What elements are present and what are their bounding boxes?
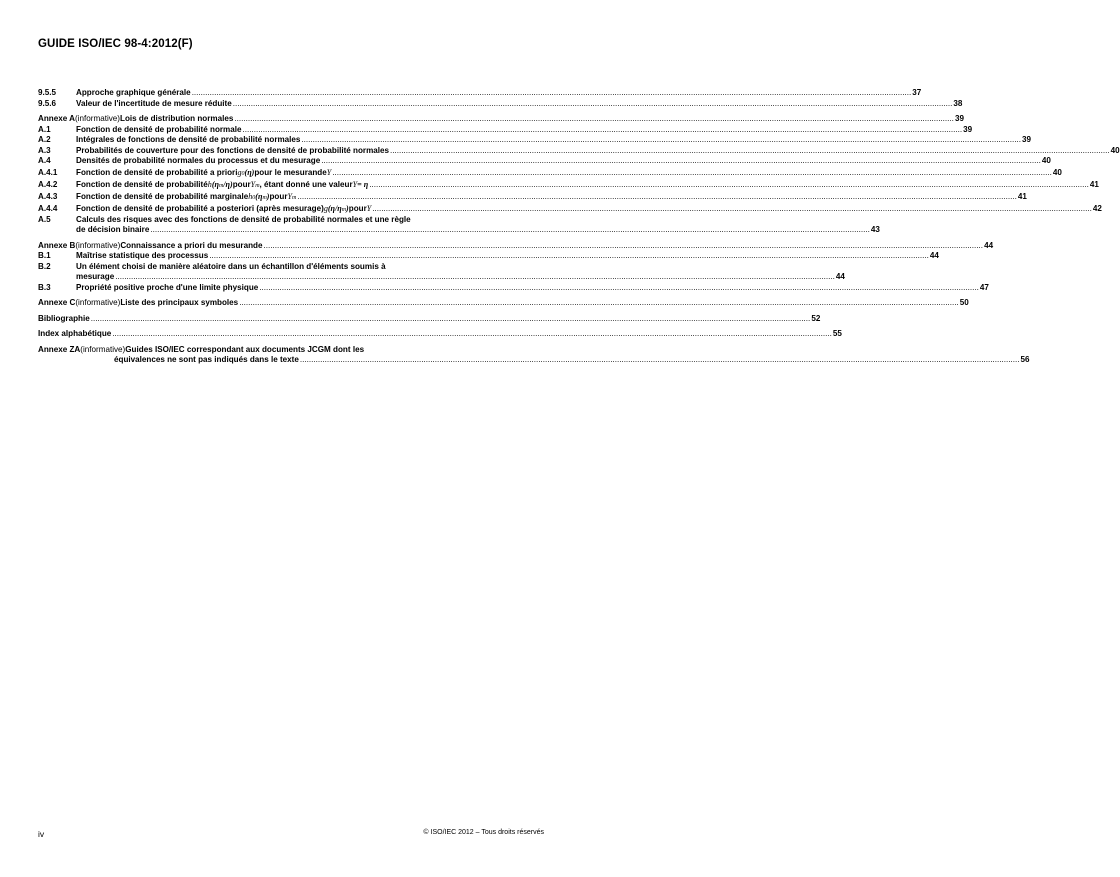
toc-entry-line — [76, 88, 921, 99]
toc-entry-body — [38, 329, 842, 340]
toc-entry-text: Annexe B — [38, 240, 76, 250]
toc-entry-number: A.2 — [38, 135, 51, 144]
toc-entry — [38, 313, 821, 325]
toc-dot-leader — [390, 146, 1110, 157]
toc-dot-leader — [239, 298, 959, 309]
toc-entry-text: Fonction de densité de probabilité normale — [76, 124, 242, 134]
toc-entry-line — [38, 241, 993, 252]
toc-entry — [38, 135, 1032, 146]
toc-entry-body — [38, 114, 964, 125]
toc-page-number: 40 — [1041, 156, 1051, 165]
toc-entry-text: Fonction de densité de probabilité a priori — [76, 167, 238, 177]
toc-page-number: 44 — [835, 272, 845, 281]
toc-entry-number: B.2 — [38, 261, 51, 271]
toc-entry-text: h — [207, 179, 212, 189]
toc-entry — [38, 282, 989, 294]
toc-entry-line — [38, 355, 1029, 366]
toc-entry-text: Densités de probabilité normales du processus et du mesurage — [76, 156, 321, 165]
toc-entry-text: Y — [250, 179, 256, 189]
toc-entry-body — [76, 262, 845, 283]
toc-dot-leader — [332, 167, 1052, 179]
toc-entry-text: (η/η — [327, 203, 342, 213]
toc-entry-number: B.1 — [38, 251, 51, 260]
toc-entry-text: pour — [232, 179, 251, 189]
toc-entry-body — [76, 88, 921, 99]
toc-entry — [38, 145, 1120, 157]
toc-entry-line — [38, 298, 969, 309]
toc-page-number: 47 — [979, 282, 989, 292]
toc-page-number: 39 — [954, 114, 964, 123]
toc-entry-line — [76, 125, 972, 136]
toc-entry-text: Liste des principaux symboles — [120, 298, 239, 307]
toc-page-number: 41 — [1017, 191, 1027, 201]
toc-dot-leader — [233, 99, 953, 110]
toc-entry-text: Valeur de l'incertitude de mesure réduite — [76, 98, 232, 108]
toc-entry-number: A.4.2 — [38, 179, 58, 189]
toc-entry-number: A.4 — [38, 156, 51, 165]
toc-entry-body — [76, 203, 1102, 215]
toc-entry-body — [76, 283, 989, 294]
toc-page-number: 52 — [811, 313, 821, 323]
toc-entry — [38, 251, 939, 262]
toc-entry-text: (informative) — [75, 114, 121, 123]
toc-page-number: 37 — [912, 88, 922, 97]
toc-entry-text: Intégrales de fonctions de densité de probabilité normales — [76, 135, 301, 144]
toc-entry-body — [76, 191, 1027, 203]
toc-entry-line: Fonction de densité de probabilité a priori g 0 (η) pour le mesurande Y ..... 40 — [76, 167, 1062, 179]
toc-entry-text: (η — [255, 191, 263, 201]
toc-page-number: 39 — [1022, 135, 1032, 144]
toc-entry-body — [76, 125, 972, 136]
toc-entry-text: (informative) — [75, 298, 121, 307]
toc-entry-text: Annexe A — [38, 114, 76, 123]
toc-entry-body — [76, 146, 1120, 157]
toc-entry-text: Connaissance a priori du mesurande — [120, 240, 263, 250]
toc-entry-text: /η) — [223, 179, 233, 189]
toc-entry-number: A.5 — [38, 214, 51, 224]
toc-entry — [38, 114, 964, 125]
toc-entry-line — [76, 215, 880, 226]
toc-entry-text: ) — [266, 191, 270, 201]
toc-page-number: 56 — [1020, 355, 1030, 364]
toc-entry-text: Lois de distribution normales — [120, 114, 234, 123]
toc-entry-text: Fonction de densité de probabilité marginale — [76, 191, 249, 201]
toc-entry-body — [76, 135, 1031, 146]
toc-dot-leader — [300, 355, 1020, 366]
toc-entry-body — [38, 298, 969, 309]
toc-entry-line — [76, 272, 845, 283]
toc-page-number: 50 — [959, 298, 969, 307]
toc-entry-text: Bibliographie — [38, 313, 90, 323]
toc-entry-text: Maîtrise statistique des processus — [76, 251, 209, 260]
toc-entry-text: Y — [352, 179, 358, 189]
toc-dot-leader — [243, 125, 963, 136]
toc-entry-text: Fonction de densité de probabilité a posteriori (après mesurage) — [76, 203, 324, 213]
toc-entry-text: (η — [211, 179, 219, 189]
toc-entry-text: Un élément choisi de manière aléatoire dans un échantillon d'éléments soumis à — [76, 261, 386, 271]
toc-entry-number: A.1 — [38, 124, 51, 134]
toc-entry-text: (informative) — [80, 344, 126, 354]
toc-entry-line — [38, 314, 820, 325]
toc-dot-leader — [301, 135, 1021, 146]
toc-entry-text: Y — [326, 167, 332, 177]
toc-page-number: 39 — [963, 124, 973, 134]
toc-entry-line — [38, 345, 1029, 356]
page-number: iv — [38, 829, 45, 839]
toc-entry-body — [38, 314, 820, 325]
toc-entry-line: Fonction de densité de probabilité marginale h 0 (η m ) pour Y m ..... 41 — [76, 191, 1027, 203]
page-header-title: GUIDE ISO/IEC 98-4:2012(F) — [38, 38, 193, 50]
toc-entry-line — [38, 329, 842, 340]
toc-entry-text: Guides ISO/IEC correspondant aux documents JCGM dont les — [125, 344, 365, 354]
toc-entry-number: B.3 — [38, 282, 51, 292]
toc-entry-number: A.4.4 — [38, 203, 58, 213]
toc-entry — [38, 344, 1030, 366]
copyright-notice: © ISO/IEC 2012 – Tous droits réservés — [423, 829, 544, 836]
toc-entry-text: h — [248, 191, 253, 201]
toc-page-number: 40 — [1052, 167, 1062, 177]
toc-entry-text: Index alphabétique — [38, 329, 112, 338]
toc-entry-number: A.3 — [38, 145, 51, 155]
toc-entry — [38, 156, 1051, 167]
toc-entry-line — [76, 135, 1031, 146]
toc-entry-number: 9.5.5 — [38, 88, 57, 97]
toc-entry-text: Propriété positive proche d'une limite physique — [76, 282, 259, 292]
toc-entry-body — [76, 179, 1099, 191]
toc-dot-leader — [91, 314, 811, 325]
toc-entry-line — [76, 146, 1120, 157]
toc-entry — [38, 261, 845, 283]
toc-entry-number: 9.5.6 — [38, 98, 57, 108]
toc-entry-text: ) — [346, 203, 349, 213]
toc-entry — [38, 124, 973, 136]
toc-entry — [38, 240, 994, 252]
toc-entry-number: A.4.1 — [38, 167, 58, 177]
toc-entry-line: Fonction de densité de probabilité h (η m /η) pour Y m , étant donné une valeur Y = η ..... 41 — [76, 179, 1099, 191]
toc-page-number: 43 — [870, 225, 880, 234]
toc-entry-body — [76, 156, 1051, 167]
toc-entry-text: , étant donné une valeur — [259, 179, 353, 189]
toc-entry-text: pour — [348, 203, 367, 213]
toc-dot-leader — [209, 251, 929, 262]
toc-entry-text: pour — [269, 191, 288, 201]
toc-entry-text: Probabilités de couverture pour des fonctions de densité de probabilité normales — [76, 145, 390, 155]
toc-entry-text: = η — [357, 179, 369, 189]
toc-entry-text: Fonction de densité de probabilité — [76, 179, 208, 189]
toc-entry-line — [76, 99, 962, 110]
toc-dot-leader — [369, 179, 1089, 191]
toc-entry-body — [76, 251, 939, 262]
toc-entry — [38, 167, 1062, 179]
toc-entry-text: Calculs des risques avec des fonctions de densité de probabilité normales et une règle — [76, 214, 411, 224]
toc-entry-line — [76, 283, 989, 294]
toc-entry-body — [76, 215, 880, 236]
toc-entry-body — [38, 241, 993, 252]
toc-entry-body — [76, 167, 1062, 179]
toc-dot-leader — [112, 329, 832, 340]
toc-entry — [38, 214, 880, 236]
toc-page-number: 38 — [953, 98, 963, 108]
toc-entry-text: Approche graphique générale — [76, 88, 191, 97]
toc-dot-leader — [297, 191, 1017, 203]
toc-page-number: 42 — [1092, 203, 1102, 213]
toc-entry — [38, 191, 1027, 203]
toc-entry — [38, 203, 1102, 215]
toc-entry — [38, 98, 963, 110]
toc-entry-text: pour le mesurande — [254, 167, 327, 177]
toc-entry-text: g — [323, 203, 328, 213]
toc-entry-text: mesurage — [76, 272, 115, 281]
toc-page-number: 41 — [1089, 179, 1099, 189]
toc-entry-line — [76, 251, 939, 262]
toc-dot-leader — [321, 156, 1041, 167]
toc-entry-text: (informative) — [75, 240, 121, 250]
toc-entry-line — [76, 156, 1051, 167]
toc-entry — [38, 298, 969, 309]
toc-entry-text: (η) — [244, 167, 255, 177]
toc-dot-leader — [115, 272, 835, 283]
toc-dot-leader — [234, 114, 954, 125]
toc-entry-text: Annexe ZA — [38, 344, 81, 354]
toc-dot-leader — [259, 283, 979, 294]
toc-entry-text: équivalences ne sont pas indiqués dans le texte — [114, 355, 299, 364]
toc-entry-number: A.4.3 — [38, 191, 58, 201]
toc-entry-text: Y — [287, 191, 292, 201]
toc-dot-leader — [263, 241, 983, 252]
toc-entry-text: Annexe C — [38, 298, 76, 307]
toc-entry-line — [38, 114, 964, 125]
toc-page-number: 40 — [1110, 145, 1120, 155]
toc-dot-leader — [150, 225, 870, 236]
toc-dot-leader — [192, 88, 912, 99]
table-of-contents — [38, 88, 1120, 366]
toc-page-number: 55 — [832, 329, 842, 338]
toc-entry-text: de décision binaire — [76, 225, 150, 234]
toc-entry-text: Y — [366, 203, 372, 213]
toc-entry-body — [76, 99, 962, 110]
toc-entry-body — [38, 345, 1029, 366]
toc-page-number: 44 — [984, 240, 994, 250]
toc-entry-line: Fonction de densité de probabilité a posteriori (après mesurage) g (η/η m ) pour Y ..... 42 — [76, 203, 1102, 215]
toc-entry — [38, 179, 1099, 191]
toc-entry-line — [76, 262, 845, 273]
toc-entry — [38, 329, 842, 340]
toc-entry-line — [76, 225, 880, 236]
toc-entry — [38, 88, 922, 99]
toc-page-number: 44 — [929, 251, 939, 260]
toc-entry-text: g — [237, 167, 242, 177]
toc-dot-leader — [372, 203, 1092, 215]
